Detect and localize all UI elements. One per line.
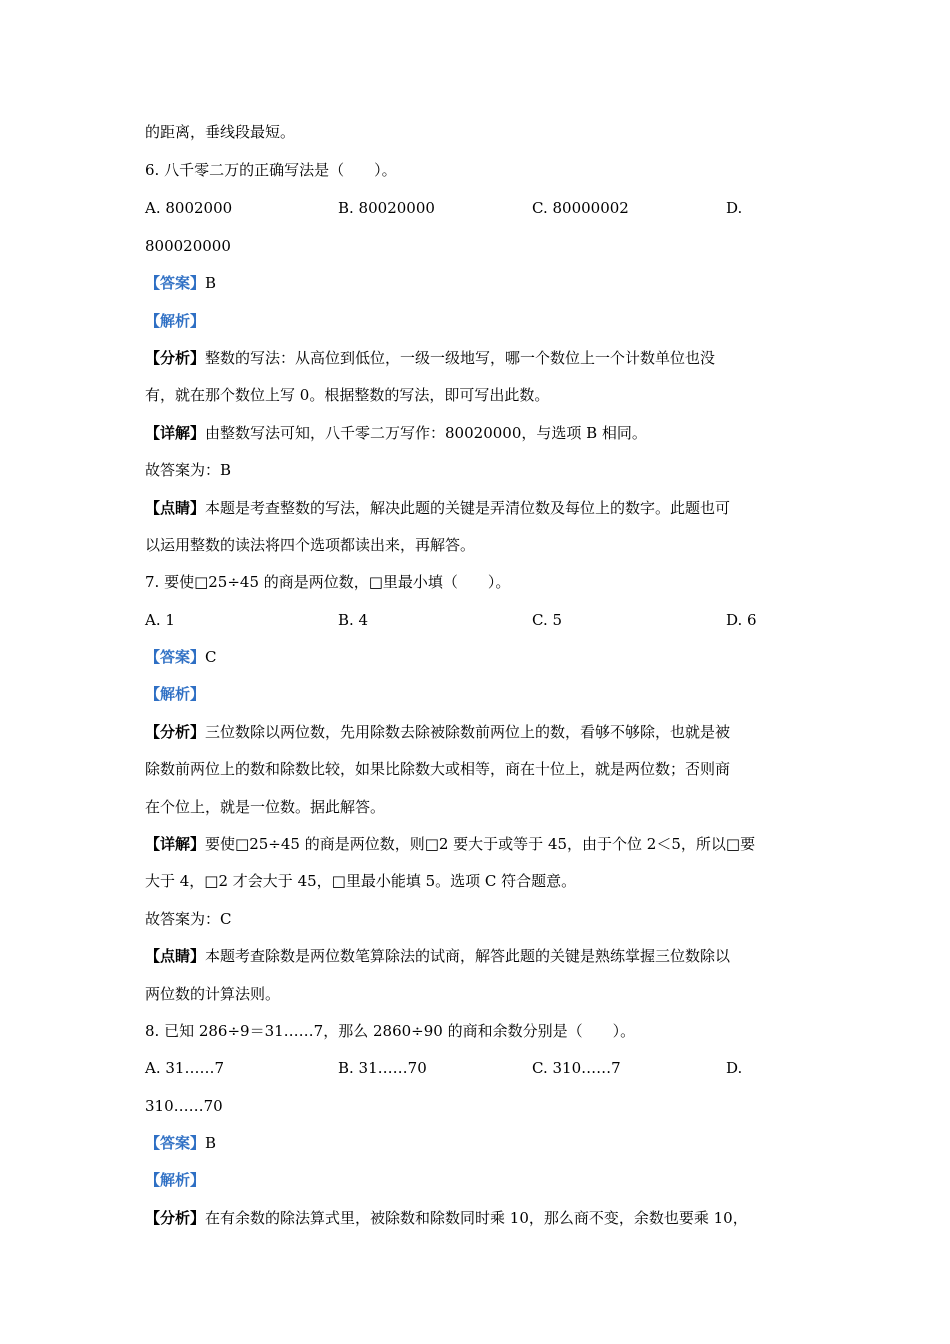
q7-option-c: C. 5: [532, 611, 563, 629]
q6-answer: [145, 273, 216, 293]
q6-dianjing-line-1: [145, 498, 730, 518]
q8-analysis-heading: [145, 1170, 205, 1190]
q6-xiangjie: [145, 423, 647, 443]
q6-option-b: B. 80020000: [338, 199, 435, 217]
q6-dianjing-line-2: 以运用整数的读法将四个选项都读出来，再解答。: [145, 536, 476, 554]
q7-answer: [145, 647, 217, 667]
q6-analysis-heading: [145, 311, 205, 331]
q8-question: 8. 已知 286÷9＝31……7，那么 2860÷90 的商和余数分别是（ ）。: [145, 1022, 636, 1040]
q6-option-d: D.: [726, 199, 743, 217]
q8-option-b: B. 31……70: [338, 1059, 427, 1077]
analysis-tag: 【解析】: [145, 1171, 206, 1189]
q8-answer: [145, 1133, 216, 1153]
q6-option-c: C. 80000002: [532, 199, 629, 217]
xiangjie-tag: 【详解】: [145, 835, 206, 853]
q8-fenxi-line-1: [145, 1208, 748, 1228]
q7-fenxi-line-1: [145, 722, 730, 742]
xiangjie-tag: 【详解】: [145, 424, 206, 442]
q6-fenxi-line-1: [145, 348, 715, 368]
answer-tag: 【答案】: [145, 1134, 206, 1152]
q7-dianjing-line-1: [145, 946, 730, 966]
q6-option-a: A. 8002000: [145, 199, 233, 217]
q8-option-d: D.: [726, 1059, 743, 1077]
q8-option-a: A. 31……7: [145, 1059, 224, 1077]
q7-fenxi-line-3: 在个位上，就是一位数。据此解答。: [145, 798, 386, 816]
q6-final-answer: 故答案为：B: [145, 461, 232, 479]
q7-option-b: B. 4: [338, 611, 369, 629]
q7-dianjing-line-2: 两位数的计算法则。: [145, 985, 281, 1003]
answer-value: C: [205, 648, 217, 666]
fenxi-tag: 【分析】: [145, 723, 206, 741]
q7-question: 7. 要使□25÷45 的商是两位数，□里最小填（ ）。: [145, 573, 511, 591]
fenxi-text: 三位数除以两位数，先用除数去除被除数前两位上的数，看够不够除，也就是被: [205, 723, 731, 741]
fenxi-text: 整数的写法：从高位到低位，一级一级地写，哪一个数位上一个计数单位也没: [205, 349, 716, 367]
dianjing-tag: 【点睛】: [145, 499, 206, 517]
xiangjie-text: 由整数写法可知，八千零二万写作：80020000，与选项 B 相同。: [205, 424, 647, 442]
q6-question: 6. 八千零二万的正确写法是（ ）。: [145, 161, 397, 179]
q7-xiangjie-line-1: [145, 834, 755, 854]
dianjing-text: 本题是考查整数的写法，解决此题的关键是弄清位数及每位上的数字。此题也可: [205, 499, 731, 517]
answer-tag: 【答案】: [145, 274, 206, 292]
q7-option-d: D. 6: [726, 611, 757, 629]
q5-explanation-tail: 的距离，垂线段最短。: [145, 123, 296, 141]
q7-final-answer: 故答案为：C: [145, 910, 232, 928]
q8-option-c: C. 310……7: [532, 1059, 621, 1077]
q7-option-a: A. 1: [145, 611, 175, 629]
q7-analysis-heading: [145, 684, 205, 704]
q6-option-d-value: 800020000: [145, 237, 231, 255]
q7-fenxi-line-2: 除数前两位上的数和除数比较，如果比除数大或相等，商在十位上，就是两位数；否则商: [145, 760, 731, 778]
dianjing-text: 本题考查除数是两位数笔算除法的试商，解答此题的关键是熟练掌握三位数除以: [205, 947, 731, 965]
q6-fenxi-line-2: 有，就在那个数位上写 0。根据整数的写法，即可写出此数。: [145, 386, 550, 404]
analysis-tag: 【解析】: [145, 312, 206, 330]
q7-xiangjie-line-2: 大于 4，□2 才会大于 45，□里最小能填 5。选项 C 符合题意。: [145, 872, 577, 890]
answer-value: B: [205, 274, 217, 292]
fenxi-tag: 【分析】: [145, 1209, 206, 1227]
analysis-tag: 【解析】: [145, 685, 206, 703]
fenxi-text: 在有余数的除法算式里，被除数和除数同时乘 10，那么商不变，余数也要乘 10，: [205, 1209, 748, 1227]
q8-option-d-value: 310……70: [145, 1097, 223, 1115]
xiangjie-text: 要使□25÷45 的商是两位数，则□2 要大于或等于 45，由于个位 2＜5，所以□要: [205, 835, 756, 853]
fenxi-tag: 【分析】: [145, 349, 206, 367]
answer-value: B: [205, 1134, 217, 1152]
dianjing-tag: 【点睛】: [145, 947, 206, 965]
answer-tag: 【答案】: [145, 648, 206, 666]
